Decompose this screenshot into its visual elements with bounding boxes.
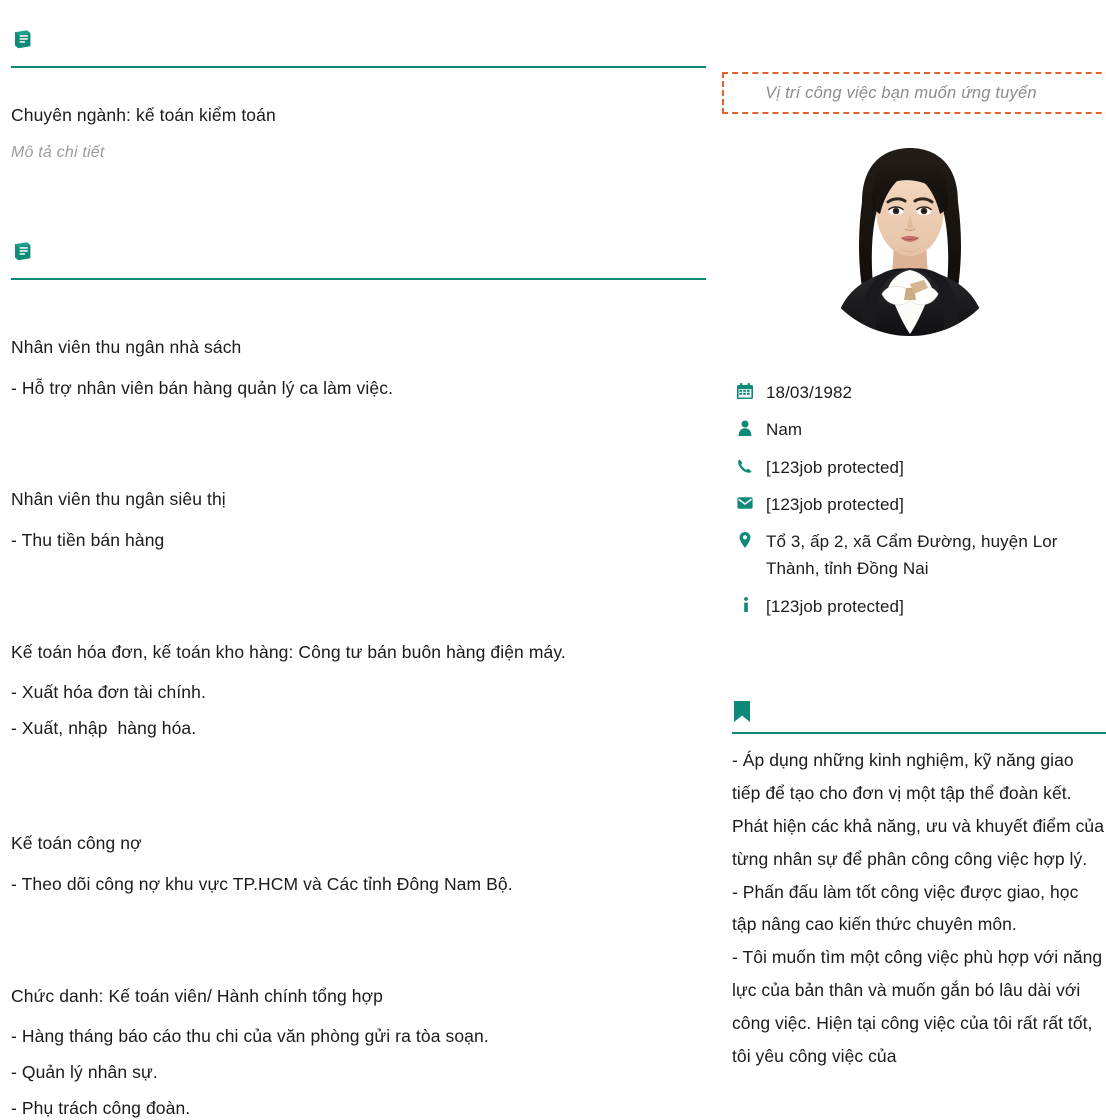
experience-entry [11, 641, 706, 741]
experience-divider [11, 278, 706, 280]
envelope-icon [736, 492, 766, 512]
book-icon [11, 28, 706, 57]
experience-entry-bullet: - Quản lý nhân sự. [11, 1061, 158, 1082]
location-pin-icon [736, 529, 766, 549]
experience-entry-bullet: - Hỗ trợ nhân viên bán hàng quản lý ca làm việc. [11, 377, 394, 398]
experience-entry-title: Kế toán công nợ [11, 833, 142, 854]
experience-entry-title: Chức danh: Kế toán viên/ Hành chính tổng hợp [11, 985, 384, 1006]
education-major: Chuyên ngành: kế toán kiểm toán [11, 105, 276, 125]
contact-value: [123job protected] [766, 597, 904, 617]
experience-entry-title: Nhân viên thu ngân nhà sách [11, 337, 242, 357]
experience-entry-bullet: - Hàng tháng báo cáo thu chi của văn phòng gửi ra tòa soạn. [11, 1026, 489, 1047]
contact-row-address [736, 529, 1106, 583]
experience-section [11, 240, 706, 1120]
phone-icon [736, 455, 766, 475]
experience-entry [11, 336, 706, 400]
objective-paragraph: - Tôi muốn tìm một công việc phù hợp với năng lực của bản thân và muốn gắn bó lâu dài với công việc. Hiện tại công việc của tôi rất rất tốt, tôi yêu công việc của [732, 947, 1103, 1067]
objective-paragraph: - Phấn đấu làm tốt công việc được giao, học tập nâng cao kiến thức chuyên môn. [732, 881, 1079, 935]
apply-position-placeholder: Vị trí công việc bạn muốn ứng tuyển [765, 83, 1037, 102]
objective-paragraph: - Áp dụng những kinh nghiệm, kỹ năng giao tiếp để tạo cho đơn vị một tập thể đoàn kết. Phát hiện các khả năng, ưu và khuyết điểm của từng nhân sự để phân công công việc hợp lý. [732, 750, 1104, 869]
contact-list [736, 380, 1106, 632]
experience-entry-bullet: - Phụ trách công đoàn. [11, 1097, 191, 1118]
contact-value: 18/03/1982 [766, 383, 853, 402]
experience-entry-title: Nhân viên thu ngân siêu thị [11, 489, 226, 510]
experience-entry-bullet: - Theo dõi công nợ khu vực TP.HCM và Các tỉnh Đông Nam Bộ. [11, 874, 513, 894]
education-description-placeholder[interactable]: Mô tả chi tiết [11, 143, 105, 161]
contact-row-gender [736, 417, 1106, 443]
contact-row-email [736, 492, 1106, 518]
right-column [722, 0, 1106, 1120]
contact-row-phone [736, 455, 1106, 481]
info-icon [736, 594, 766, 614]
avatar [810, 136, 1010, 336]
objective-divider [732, 732, 1106, 734]
education-divider [11, 66, 706, 68]
experience-entry-bullet: - Xuất hóa đơn tài chính. [11, 682, 206, 703]
experience-entry [11, 488, 706, 552]
objective-body [732, 744, 1106, 1073]
experience-section-header [11, 240, 706, 274]
contact-value: [123job protected] [766, 495, 904, 515]
book-icon [11, 240, 706, 269]
experience-entry-title: Kế toán hóa đơn, kế toán kho hàng: Công tư bán buôn hàng điện máy. [11, 641, 566, 662]
contact-value: Nam [766, 420, 803, 440]
experience-entry-bullet: - Thu tiền bán hàng [11, 529, 165, 550]
objective-section-header [732, 700, 1106, 734]
education-section-header [11, 28, 706, 62]
experience-entry [11, 985, 706, 1120]
experience-entry-bullet: - Xuất, nhập hàng hóa. [11, 717, 197, 738]
experience-entry [11, 832, 706, 896]
education-section [11, 28, 706, 162]
contact-value: Tổ 3, ấp 2, xã Cẩm Đường, huyện Lor Thành, tỉnh Đồng Nai [766, 532, 1058, 578]
bookmark-icon [732, 700, 1106, 729]
contact-row-info [736, 594, 1106, 620]
person-icon [736, 417, 766, 437]
contact-value: [123job protected] [766, 457, 904, 477]
calendar-icon [736, 380, 766, 400]
contact-row-birthdate [736, 380, 1106, 406]
apply-position-field[interactable] [722, 72, 1106, 114]
